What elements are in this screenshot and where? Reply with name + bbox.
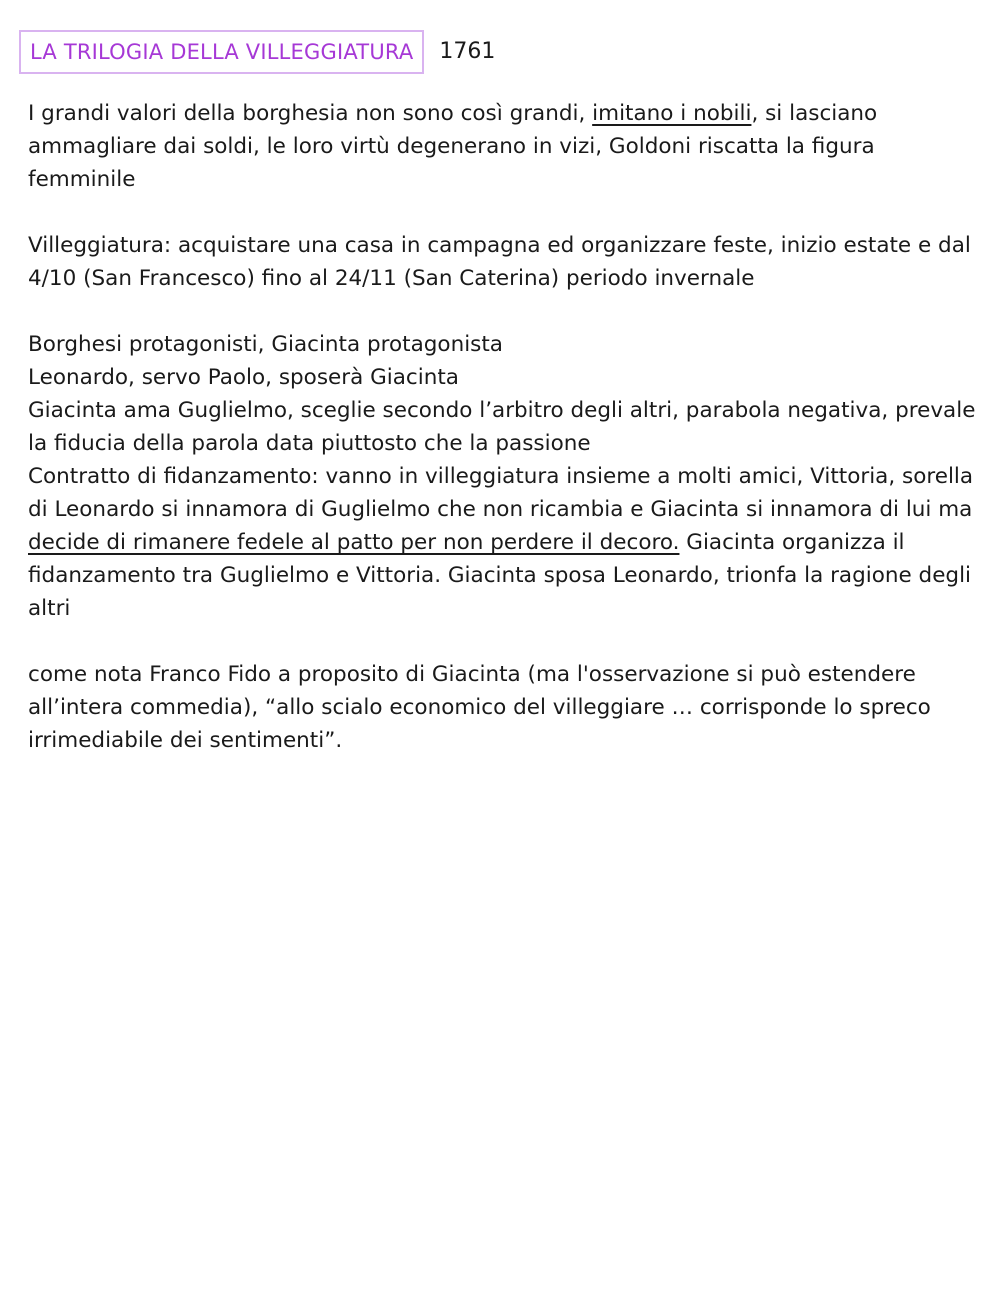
paragraph-villeggiatura: Villeggiatura: acquistare una casa in campagna ed organizzare feste, inizio estate e dal 4/10 (San Francesco) fino al 24/11 (San Caterina) periodo invernale (28, 233, 971, 291)
paragraph-spacer (28, 295, 978, 328)
paragraph-franco-fido-quote: come nota Franco Fido a proposito di Giacinta (ma l'osservazione si può estendere all’intera commedia), “allo scialo economico del villeggiare … corrisponde lo spreco irrimediabile dei sentimenti”. (28, 662, 931, 753)
paragraph-contratto-text-end: Giacinta organizza il fidanzamento tra Guglielmo e Vittoria. Giacinta sposa Leonardo, trionfa la ragione degli altri (28, 530, 972, 621)
page-title: LA TRILOGIA DELLA VILLEGGIATURA (19, 30, 424, 74)
underlined-phrase-imitano: imitano i nobili (592, 101, 752, 126)
note-page (28, 30, 978, 757)
paragraph-contratto (28, 460, 978, 625)
underlined-phrase-decoro: decide di rimanere fedele al patto per non perdere il decoro. (28, 530, 680, 555)
line-giacinta-ama: Giacinta ama Guglielmo, sceglie secondo l’arbitro degli altri, parabola negativa, prevale la fiducia della parola data piuttosto che la passione (28, 398, 976, 456)
line-protagonisti: Borghesi protagonisti, Giacinta protagonista (28, 332, 503, 357)
paragraph-borghesia (28, 97, 978, 196)
paragraph-spacer (28, 196, 978, 229)
paragraph-borghesia-text-start: I grandi valori della borghesia non sono così grandi, (28, 101, 593, 126)
line-leonardo: Leonardo, servo Paolo, sposerà Giacinta (28, 365, 459, 390)
paragraph-borghesia-text-end: , si lasciano ammagliare dai soldi, le loro virtù degenerano in vizi, Goldoni riscatta la figura femminile (28, 101, 878, 192)
header-row (19, 30, 978, 74)
paragraph-spacer (28, 625, 978, 658)
title-year: 1761 (439, 39, 496, 64)
paragraph-contratto-text-start: Contratto di fidanzamento: vanno in villeggiatura insieme a molti amici, Vittoria, sorella di Leonardo si innamora di Guglielmo che non ricambia e Giacinta si innamora di lui ma (28, 464, 974, 522)
